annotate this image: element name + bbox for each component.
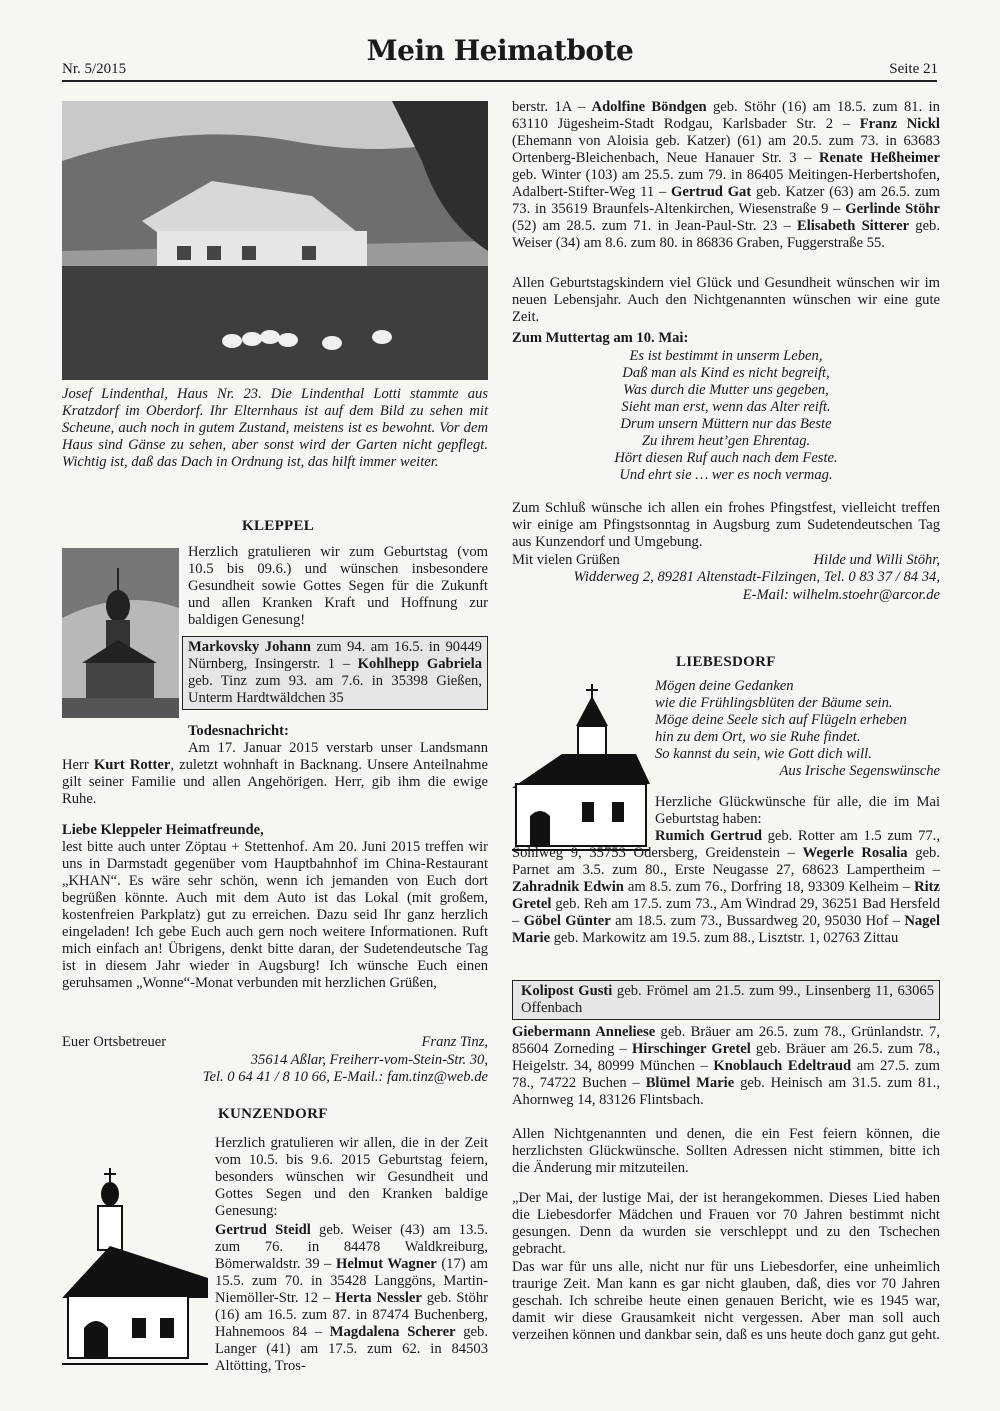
- kleppel-birthday-box: [182, 636, 488, 710]
- birthday-name: Helmut Wagner: [336, 1256, 437, 1272]
- page-number: Seite 21: [889, 61, 938, 77]
- header-rule: [62, 80, 937, 82]
- birthday-details: geb. Reh am 17.5. zum 73., Am Windrad 29, 36251 Bad Hersfeld –: [512, 896, 940, 929]
- poem-line: Es ist bestimmt in unserm Leben,: [629, 348, 823, 364]
- photo-caption: Josef Lindenthal, Haus Nr. 23. Die Lindenthal Lotti stammte aus Kratzdorf im Oberdorf. Ihr Elternhaus ist auf dem Bild zu sehen mit Scheune, auch noch in gutem Zustand, meistens ist es bewohnt. Vor dem Haus sind Gänse zu sehen, aber sonst wird der Garten nicht gepflegt. Wichtig ist, daß das Dach in Ordnung ist, das hilft immer weiter.: [62, 386, 488, 470]
- birthday-name: Wegerle Rosalia: [802, 845, 908, 861]
- poem-line: Was durch die Mutter uns gegeben,: [623, 382, 829, 398]
- birthday-name: Gertrud Steidl: [215, 1222, 311, 1238]
- birthday-name: Zahradnik Edwin: [512, 879, 624, 895]
- farmhouse-photo: [62, 101, 488, 380]
- poem-line: Mögen deine Gedanken: [655, 678, 794, 694]
- poem-line: Zu ihrem heut’gen Ehrentag.: [641, 433, 811, 449]
- liebesdorf-birthdays: [512, 828, 940, 947]
- birthday-name: Nagel Marie: [512, 913, 940, 946]
- birthday-name: Kohlhepp Gabriela: [357, 656, 482, 672]
- birthday-name: Hirschinger Gretel: [631, 1041, 751, 1057]
- death-notice-part: , zuletzt wohnhaft in Backnang. Unsere Anteilnahme gilt seiner Familie und allen Angehörigen. Herr, gib ihm die ewige Ruhe.: [62, 757, 489, 807]
- poem-line: Drum unsern Müttern nur das Beste: [620, 416, 832, 432]
- birthday-details: geb. Weiser (34) am 8.6. zum 80. in 86836 Graben, Fuggerstraße 55.: [512, 218, 941, 251]
- poem-line: Sieht man erst, wenn das Alter reift.: [621, 399, 831, 415]
- birthday-name: Kolipost Gusti: [521, 983, 613, 999]
- masthead-title: Mein Heimatbote: [366, 34, 634, 67]
- section-title-liebesdorf: LIEBESDORF: [676, 654, 776, 670]
- section-title-kleppel: KLEPPEL: [242, 518, 315, 534]
- birthday-details: geb. Frömel am 21.5. zum 99., Linsenberg 11, 63065 Offenbach: [521, 983, 935, 1016]
- birthday-name: Adolfine Böndgen: [591, 99, 707, 115]
- kunzendorf-intro: Herzlich gratulieren wir allen, die in der Zeit vom 10.5. bis 9.6. 2015 Geburtstag feiern, besonders wünschen wir Gesundheit und Gottes Segen und den Kranken baldige Genesung:: [215, 1135, 488, 1219]
- birthday-details: (52) am 28.5. zum 71. in Jean-Paul-Str. 23 –: [512, 218, 797, 234]
- birthday-details: geb. Markowitz am 19.5. zum 88., Lisztstr. 1, 02763 Zittau: [550, 930, 899, 946]
- birthday-details: geb. Rotter am 1.5 zum 77., Sohlweg 9, 35753 Odersberg, Greidenstein –: [512, 828, 940, 861]
- greeting-name: Hilde und Willi Stöhr,: [813, 552, 940, 568]
- chapel-icon: [62, 1168, 208, 1368]
- kleppel-intro: Herzlich gratulieren wir zum Geburtstag (vom 10.5 bis 09.6.) und wünschen insbesondere Gesundheit sowie Gottes Segen für die Zukunft und allen Kranken Kraft und Hoffnung zur baldigen Genesung!: [188, 544, 488, 628]
- birthday-name: Göbel Günter: [523, 913, 611, 929]
- birthday-details: geb. Stöhr (16) am 18.5. zum 81. in 63110 Jügesheim-Stadt Rodgau, Karlsbader Str. 2 –: [512, 99, 940, 132]
- liebesdorf-church-drawing: [512, 684, 650, 852]
- birthday-details: geb. Winter (103) am 25.5. zum 79. in 86405 Meitingen-Herbertshofen, Adalbert-Stifter-Weg 11 –: [512, 167, 940, 200]
- birthday-details: geb. Weiser (43) am 13.5. zum 76. in 84478 Waldkreiburg, Bömerwaldstr. 39 –: [215, 1222, 488, 1272]
- birthday-name: Magdalena Scherer: [329, 1324, 456, 1340]
- mothers-day-poem: [512, 348, 940, 484]
- friends-text: lest bitte auch unter Zöptau + Stettenhof. Am 20. Juni 2015 treffen wir uns in Darmstadt gegenüber vom Hauptbahnhof im China-Restaurant „KHAN“. Es wäre sehr schön, wenn ich jemanden von Euch dort begrüßen könnte. Auch mit dem Auto ist das Lokal (mit großem, kostenfreien Parkplatz) gut zu erreichen. Dazu seid Ihr ganz herzlich eingeladen! Ich gebe Euch auch gern noch weitere Informationen. Ruft mich einfach an! Übrigens, denkt bitte daran, der Sudetendeutsche Tag ist in diesem Jahr wieder in Augsburg! Ich wünsche Euch einen geruhsamen „Wonne“-Monat verbunden mit herzlichen Grüßen,: [62, 839, 488, 991]
- birthday-details: geb. Langer (41) am 17.5. zum 62. in 84503 Altötting, Tros-: [215, 1324, 488, 1374]
- birthday-details: berstr. 1A –: [512, 99, 592, 115]
- poem-line: So kannst du sein, wie Gott dich will.: [655, 746, 872, 762]
- greeting-label: Mit vielen Grüßen: [512, 552, 620, 568]
- birthday-name: Gertrud Gat: [671, 184, 752, 200]
- birthday-details: geb. Heinisch am 31.5. zum 81., Ahornweg 14, 83126 Flintsbach.: [512, 1075, 940, 1108]
- kleppel-church-photo: [62, 548, 179, 718]
- liebesdorf-paragraph-3: Das war für uns alle, nicht nur für uns Liebesdorfer, eine unheimlich traurige Zeit. Man kann es gar nicht glauben, daß, dies vor 70 Jahren geschah. Ich schreibe heute einen genauen Bericht, wie es 1945 war, damit wir diese Grausamkeit nicht vergessen. Aber man soll auch verzeihen können und dankbar sein, daß es uns heute doch ganz gut geht.: [512, 1259, 940, 1343]
- birthday-details: geb. Bräuer am 26.5. zum 78., Grünlandstr. 7, 85604 Zorneding –: [512, 1024, 940, 1057]
- birthday-details: geb. Parnet am 3.5. zum 80., Erste Neugasse 27, 68623 Lampertheim –: [512, 845, 940, 878]
- birthday-name: Franz Nickl: [859, 116, 940, 132]
- birthday-name: Markovsky Johann: [188, 639, 312, 655]
- birthday-details: (17) am 15.5. zum 70. in 35428 Langgöns, Martin-Niemöller-Str. 12 –: [215, 1256, 488, 1306]
- birthday-details: zum 94. am 16.5. in 90449 Nürnberg, Insingerstr. 1 –: [188, 639, 482, 672]
- deceased-name: Kurt Rotter: [93, 757, 171, 773]
- birthday-name: Renate Heßheimer: [818, 150, 940, 166]
- birthday-name: Herta Nessler: [335, 1290, 422, 1306]
- farmhouse-illustration: [62, 101, 488, 380]
- birthday-name: Giebermann Anneliese: [512, 1024, 656, 1040]
- mothers-day-title: Zum Muttertag am 10. Mai:: [512, 330, 689, 346]
- liebesdorf-paragraph-1: Allen Nichtgenannten und denen, die ein Fest feiern können, die herzlichsten Glückwünsche. Sollten Adressen nicht stimmen, bitte ich die Änderung mir mitzuteilen.: [512, 1126, 940, 1176]
- wooden-church-icon: [62, 548, 179, 718]
- liebesdorf-paragraph-2: „Der Mai, der lustige Mai, der ist herangekommen. Dieses Lied haben die Liebesdorfer Mädchen und Frauen vor 70 Jahren bestimmt nicht gesungen. Denn da wurden sie verschleppt und zu den Tschechen gebracht.: [512, 1190, 940, 1257]
- poem-line: hin zu dem Ort, wo sie Ruhe findet.: [655, 729, 861, 745]
- kunzendorf-chapel-drawing: [62, 1168, 208, 1368]
- poem-line: Möge deine Seele sich auf Flügeln erheben: [655, 712, 907, 728]
- closing-text: Zum Schluß wünsche ich allen ein frohes Pfingstfest, vielleicht treffen wir einige am Pfingstsonntag in Augsburg zum Sudetendeutschen Tag aus Kunzendorf und Umgebung.: [512, 500, 940, 550]
- birthday-details: geb. Stöhr (16) am 16.5. zum 87. in 87474 Buchenberg, Hahnemoos 84 –: [215, 1290, 488, 1340]
- kunzendorf-birthdays-continued: [512, 99, 940, 252]
- liebesdorf-highlight-box: [512, 980, 940, 1020]
- signature-address: 35614 Aßlar, Freiherr-vom-Stein-Str. 30,: [250, 1052, 488, 1068]
- birthday-name: Knoblauch Edeltraud: [713, 1058, 852, 1074]
- kunzendorf-birthdays: [215, 1222, 488, 1375]
- poem-source: Aus Irische Segenswünsche: [779, 763, 940, 779]
- death-notice-part: Am 17. Januar 2015 verstarb unser Landsmann Herr: [62, 740, 488, 773]
- church-icon: [512, 684, 650, 852]
- birthday-name: Rumich Gertrud: [655, 828, 762, 844]
- birthday-details: (Ehemann von Aloisia geb. Katzer) (61) am 20.5. zum 73. in 63683 Ortenberg-Bleichenbach, Neue Hanauer Str. 3 –: [512, 133, 940, 166]
- death-notice-title: Todesnachricht:: [188, 723, 289, 739]
- greeting-address: Widderweg 2, 89281 Altenstadt-Filzingen, Tel. 0 83 37 / 84 34,: [573, 569, 940, 585]
- birthday-name: Gerlinde Stöhr: [845, 201, 940, 217]
- birthday-name: Ritz Gretel: [512, 879, 940, 912]
- greeting-email: E-Mail: wilhelm.stoehr@arcor.de: [742, 587, 940, 603]
- liebesdorf-intro: Herzliche Glückwünsche für alle, die im Mai Geburtstag haben:: [655, 794, 940, 827]
- liebesdorf-birthdays-more: [512, 1024, 940, 1109]
- signature-label: Euer Ortsbetreuer: [62, 1034, 167, 1050]
- death-notice-text: [62, 740, 488, 808]
- issue-number: Nr. 5/2015: [62, 61, 127, 77]
- blessing-poem: [655, 678, 940, 780]
- poem-line: wie die Frühlingsblüten der Bäume sein.: [655, 695, 893, 711]
- poem-line: Hört diesen Ruf auch nach dem Feste.: [614, 450, 838, 466]
- birthday-details: geb. Katzer (63) am 26.5. zum 73. in 35619 Braunfels-Altenkirchen, Wiesenstraße 9 –: [512, 184, 940, 217]
- birthday-name: Elisabeth Sitterer: [797, 218, 910, 234]
- birthday-wish: Allen Geburtstagskindern viel Glück und Gesundheit wünschen wir im neuen Lebensjahr. Auch den Nichtgenannten wünschen wir eine gute Zeit.: [512, 275, 940, 325]
- birthday-details: geb. Tinz zum 93. am 7.6. in 35398 Gießen, Unterm Hardtwäldchen 35: [188, 673, 482, 706]
- birthday-name: Blümel Marie: [645, 1075, 735, 1091]
- birthday-details: am 18.5. zum 73., Bussardweg 20, 95030 Hof –: [610, 913, 905, 929]
- birthday-details: am 27.5. zum 78., 74722 Buchen –: [512, 1058, 940, 1091]
- signature-contact: Tel. 0 64 41 / 8 10 66, E-Mail.: fam.tinz@web.de: [202, 1069, 488, 1085]
- birthday-details: geb. Bräuer am 26.5. zum 78., Heigelstr. 34, 80999 München –: [512, 1041, 940, 1074]
- birthday-details: am 8.5. zum 76., Dorfring 18, 93309 Kelheim –: [623, 879, 915, 895]
- section-title-kunzendorf: KUNZENDORF: [218, 1106, 328, 1122]
- signature-name: Franz Tinz,: [421, 1034, 488, 1050]
- poem-line: Und ehrt sie … wer es noch vermag.: [619, 467, 833, 483]
- poem-line: Daß man als Kind es nicht begreift,: [622, 365, 830, 381]
- friends-heading: Liebe Kleppeler Heimatfreunde,: [62, 822, 264, 838]
